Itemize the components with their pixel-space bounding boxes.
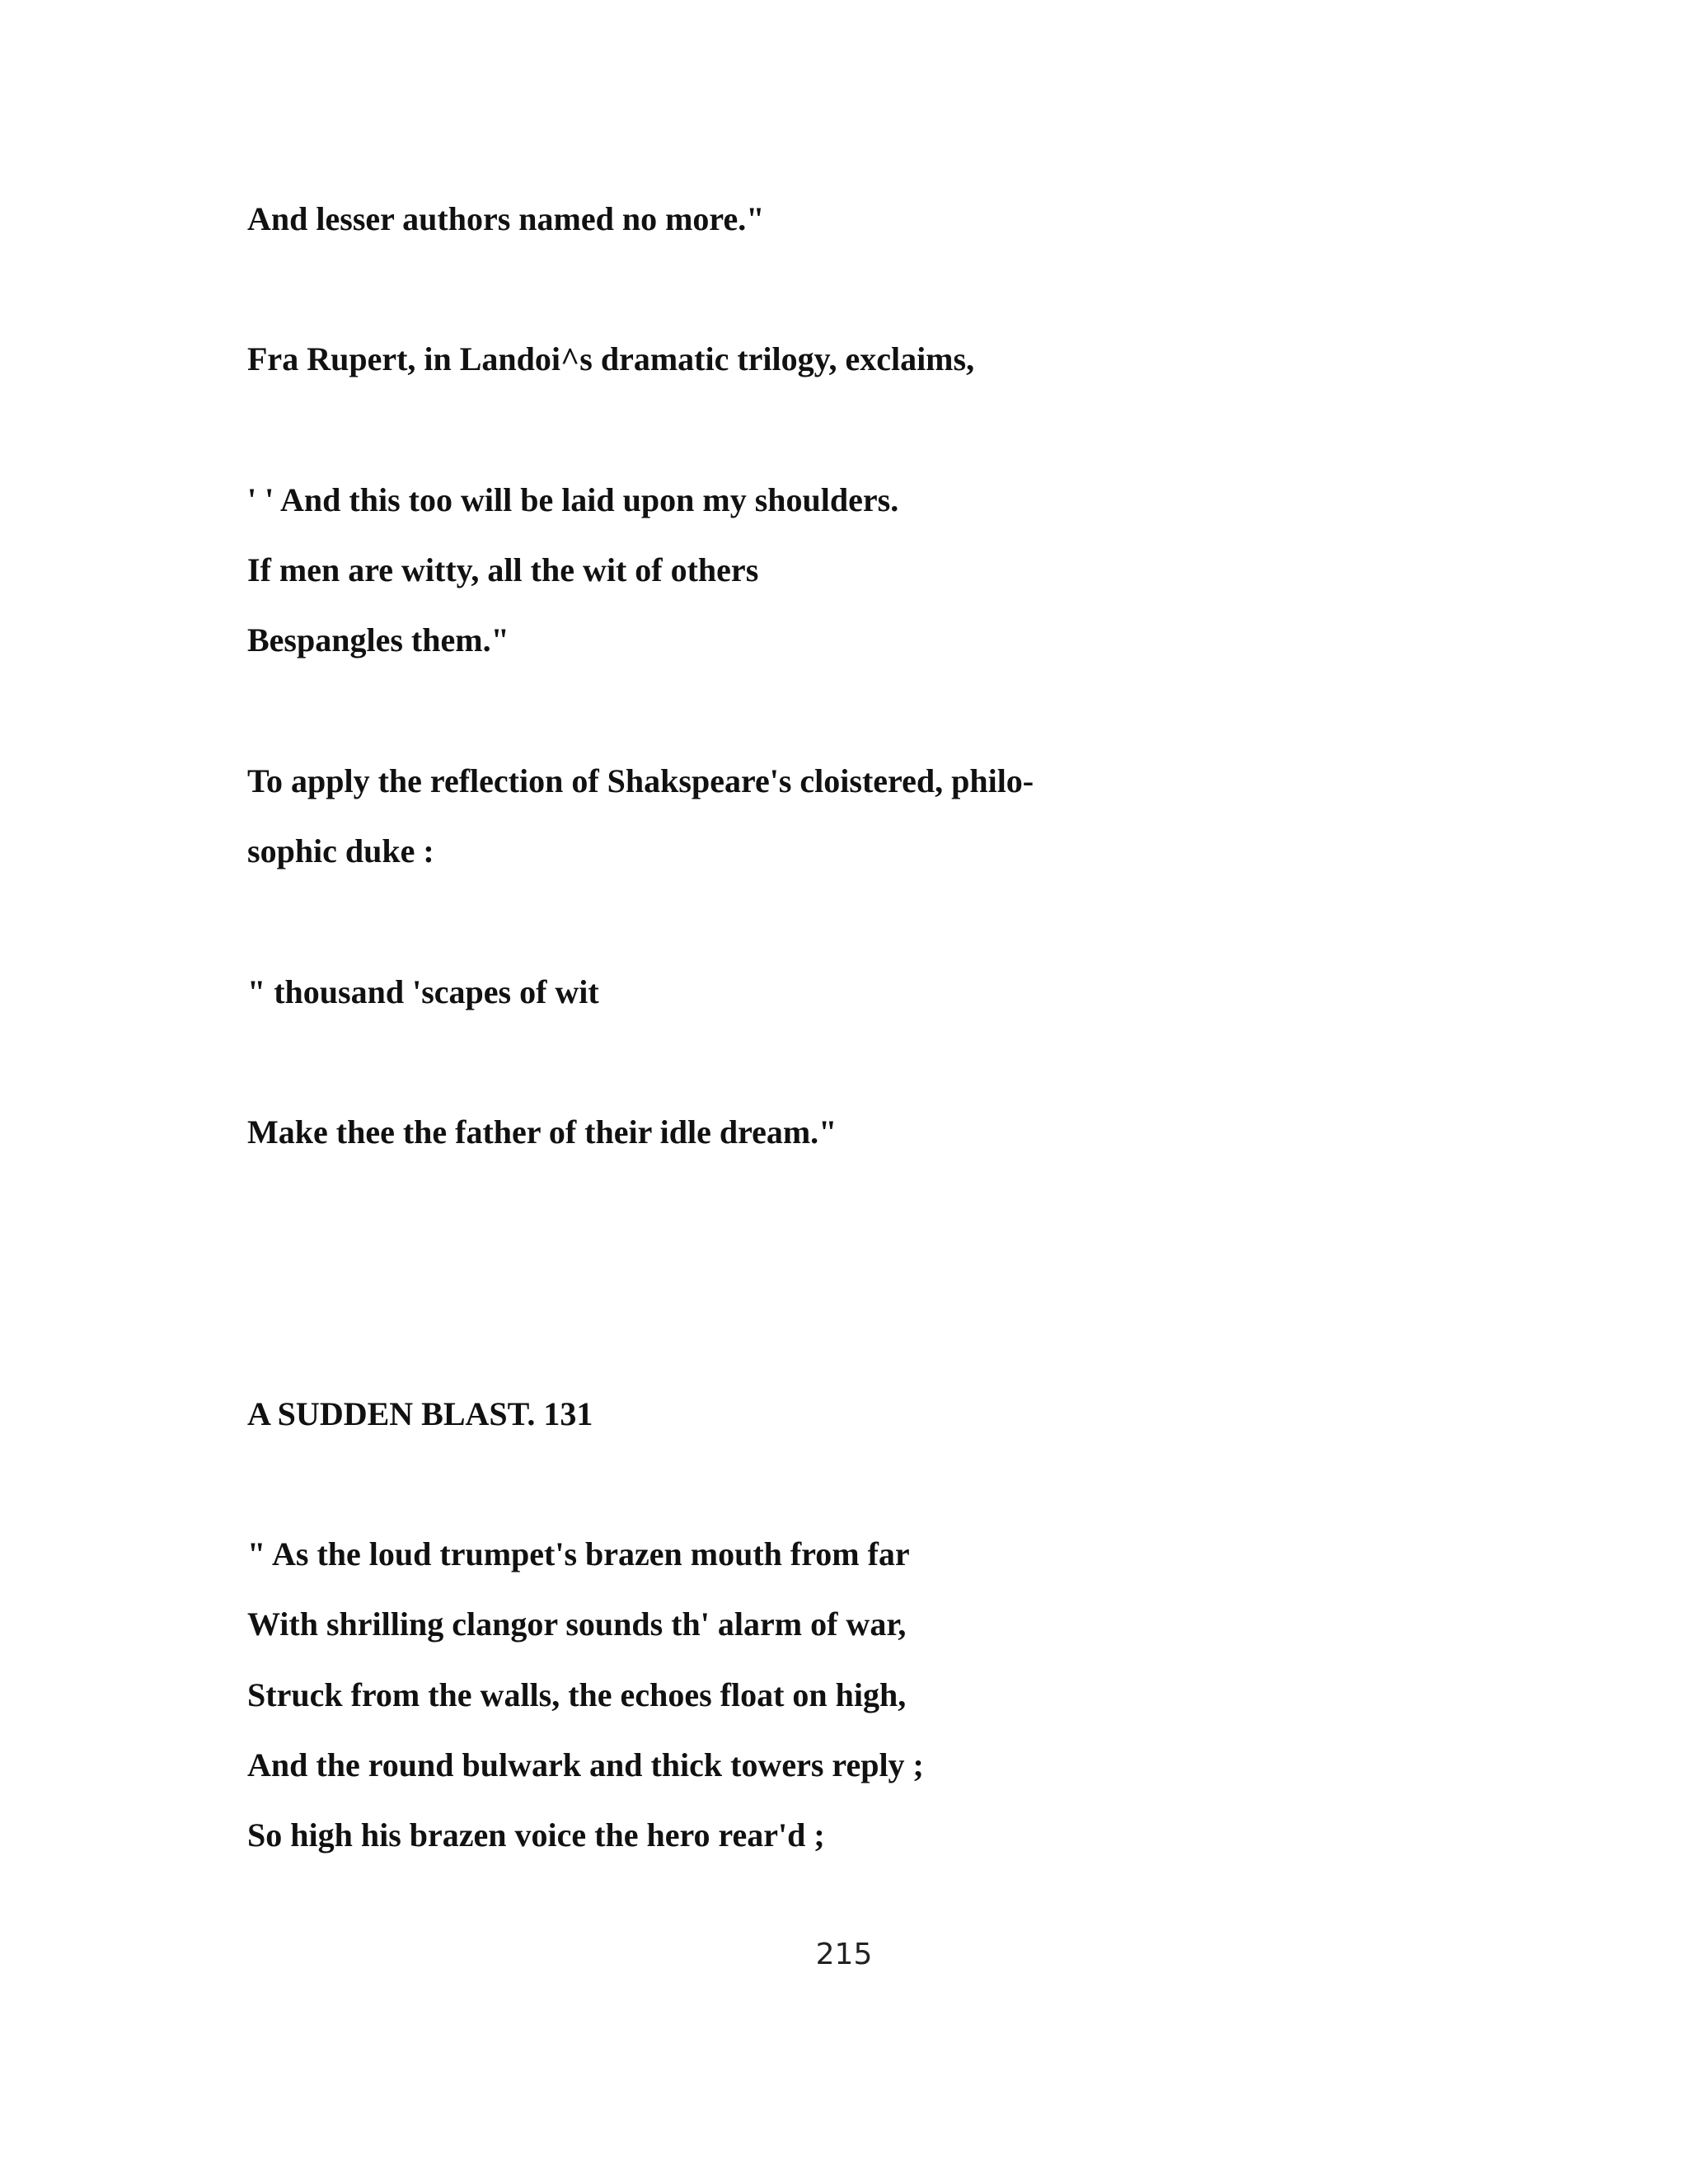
verse-line: " As the loud trumpet's brazen mouth from far [247, 1535, 910, 1572]
verse-line: So high his brazen voice the hero rear'd ; [247, 1816, 825, 1854]
quote-line: If men are witty, all the wit of others [247, 551, 759, 588]
section-heading: A SUDDEN BLAST. 131 [247, 1395, 593, 1432]
text-line: sophic duke : [247, 832, 434, 869]
quote-line: Make thee the father of their idle dream." [247, 1113, 837, 1151]
text-line: Fra Rupert, in Landoi^s dramatic trilogy, exclaims, [247, 340, 975, 377]
page-number: 215 [815, 1938, 873, 1971]
quote-line: " thousand 'scapes of wit [247, 973, 599, 1010]
quote-line: Bespangles them." [247, 621, 509, 658]
verse-line: Struck from the walls, the echoes float on high, [247, 1676, 907, 1713]
verse-line: With shrilling clangor sounds th' alarm of war, [247, 1605, 907, 1643]
text-line: To apply the reflection of Shakspeare's cloistered, philo- [247, 762, 1034, 799]
verse-line: And the round bulwark and thick towers reply ; [247, 1746, 924, 1783]
text-line: And lesser authors named no more." [247, 200, 765, 237]
quote-line: ' ' And this too will be laid upon my shoulders. [247, 481, 899, 518]
